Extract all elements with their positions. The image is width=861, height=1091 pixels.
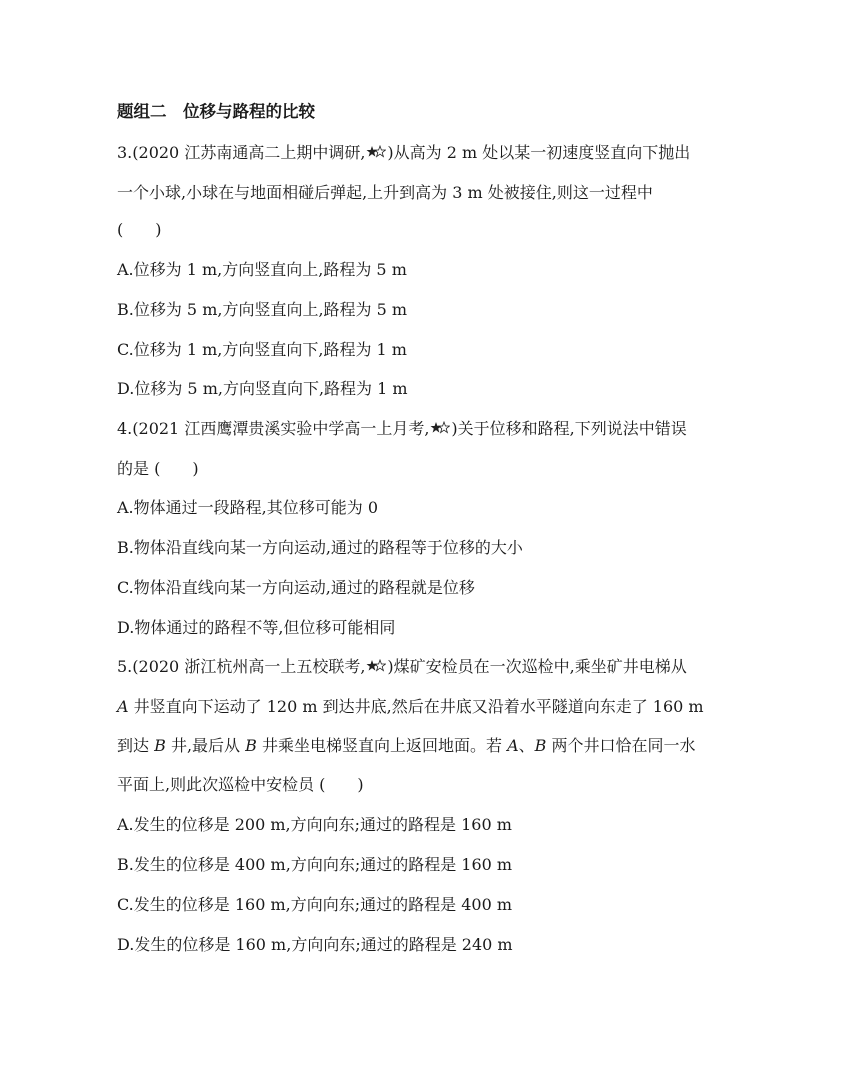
question-5-stem-line-3 — [117, 736, 696, 756]
well-a-label: A — [117, 697, 129, 716]
question-5-stem-text: )煤矿安检员在一次巡检中,乘坐矿井电梯从 — [387, 657, 687, 676]
section-title: 题组二 位移与路程的比较 — [117, 102, 315, 121]
question-3-option-d: D.位移为 5 m,方向竖直向下,路程为 1 m — [117, 379, 408, 398]
question-3-stem-line-1 — [117, 143, 690, 163]
question-3-stem-line-2: 一个小球,小球在与地面相碰后弹起,上升到高为 3 m 处被接住,则这一过程中 — [117, 183, 653, 202]
question-4-option-b: B.物体沿直线向某一方向运动,通过的路程等于位移的大小 — [117, 538, 523, 557]
question-3-number: 3. — [117, 143, 133, 162]
stem-text-segment: 井,最后从 — [165, 736, 246, 755]
well-b-label: B — [534, 736, 547, 755]
stem-text-segment: 两个井口恰在同一水 — [546, 736, 696, 755]
star-half-icon — [430, 421, 450, 435]
question-4-stem-line-1 — [117, 419, 687, 439]
question-4-source: (2021 江西鹰潭贵溪实验中学高一上月考, — [132, 419, 430, 438]
question-5-option-a: A.发生的位移是 200 m,方向向东;通过的路程是 160 m — [117, 815, 512, 834]
star-half-icon — [366, 659, 386, 673]
question-3-stem-text: )从高为 2 m 处以某一初速度竖直向下抛出 — [387, 143, 691, 162]
question-5-source: (2020 浙江杭州高一上五校联考, — [132, 657, 366, 676]
question-5-stem-line-4: 平面上,则此次巡检中安检员 ( ) — [117, 775, 364, 794]
question-3-source: (2020 江苏南通高二上期中调研, — [132, 143, 366, 162]
stem-text-segment: 到达 — [117, 736, 155, 755]
question-4-number: 4. — [117, 419, 133, 438]
question-5-stem-line-1 — [117, 657, 687, 677]
question-5-number: 5. — [117, 657, 133, 676]
question-3-option-c: C.位移为 1 m,方向竖直向下,路程为 1 m — [117, 340, 407, 359]
stem-text-segment: 、 — [518, 736, 535, 755]
question-4-option-d: D.物体通过的路程不等,但位移可能相同 — [117, 618, 396, 637]
question-4-stem-line-2: 的是 ( ) — [117, 459, 199, 478]
well-b-label: B — [245, 736, 257, 755]
well-a-label: A — [507, 736, 519, 755]
question-4-option-a: A.物体通过一段路程,其位移可能为 0 — [117, 498, 378, 517]
question-5-option-b: B.发生的位移是 400 m,方向向东;通过的路程是 160 m — [117, 855, 513, 874]
question-5-stem-line-2-text: 井竖直向下运动了 120 m 到达井底,然后在井底又沿着水平隧道向东走了 160 m — [128, 697, 704, 716]
question-3-answer-bracket: ( ) — [117, 220, 162, 239]
question-4-stem-text: )关于位移和路程,下列说法中错误 — [451, 419, 687, 438]
question-3-option-b: B.位移为 5 m,方向竖直向上,路程为 5 m — [117, 300, 408, 319]
well-b-label: B — [154, 736, 166, 755]
star-half-icon — [366, 145, 386, 159]
question-4-option-c: C.物体沿直线向某一方向运动,通过的路程就是位移 — [117, 578, 475, 597]
question-5-option-d: D.发生的位移是 160 m,方向向东;通过的路程是 240 m — [117, 935, 513, 954]
question-5-stem-line-2 — [117, 697, 704, 717]
question-3-option-a: A.位移为 1 m,方向竖直向上,路程为 5 m — [117, 260, 407, 279]
stem-text-segment: 井乘坐电梯竖直向上返回地面。若 — [256, 736, 508, 755]
question-5-option-c: C.发生的位移是 160 m,方向向东;通过的路程是 400 m — [117, 895, 513, 914]
